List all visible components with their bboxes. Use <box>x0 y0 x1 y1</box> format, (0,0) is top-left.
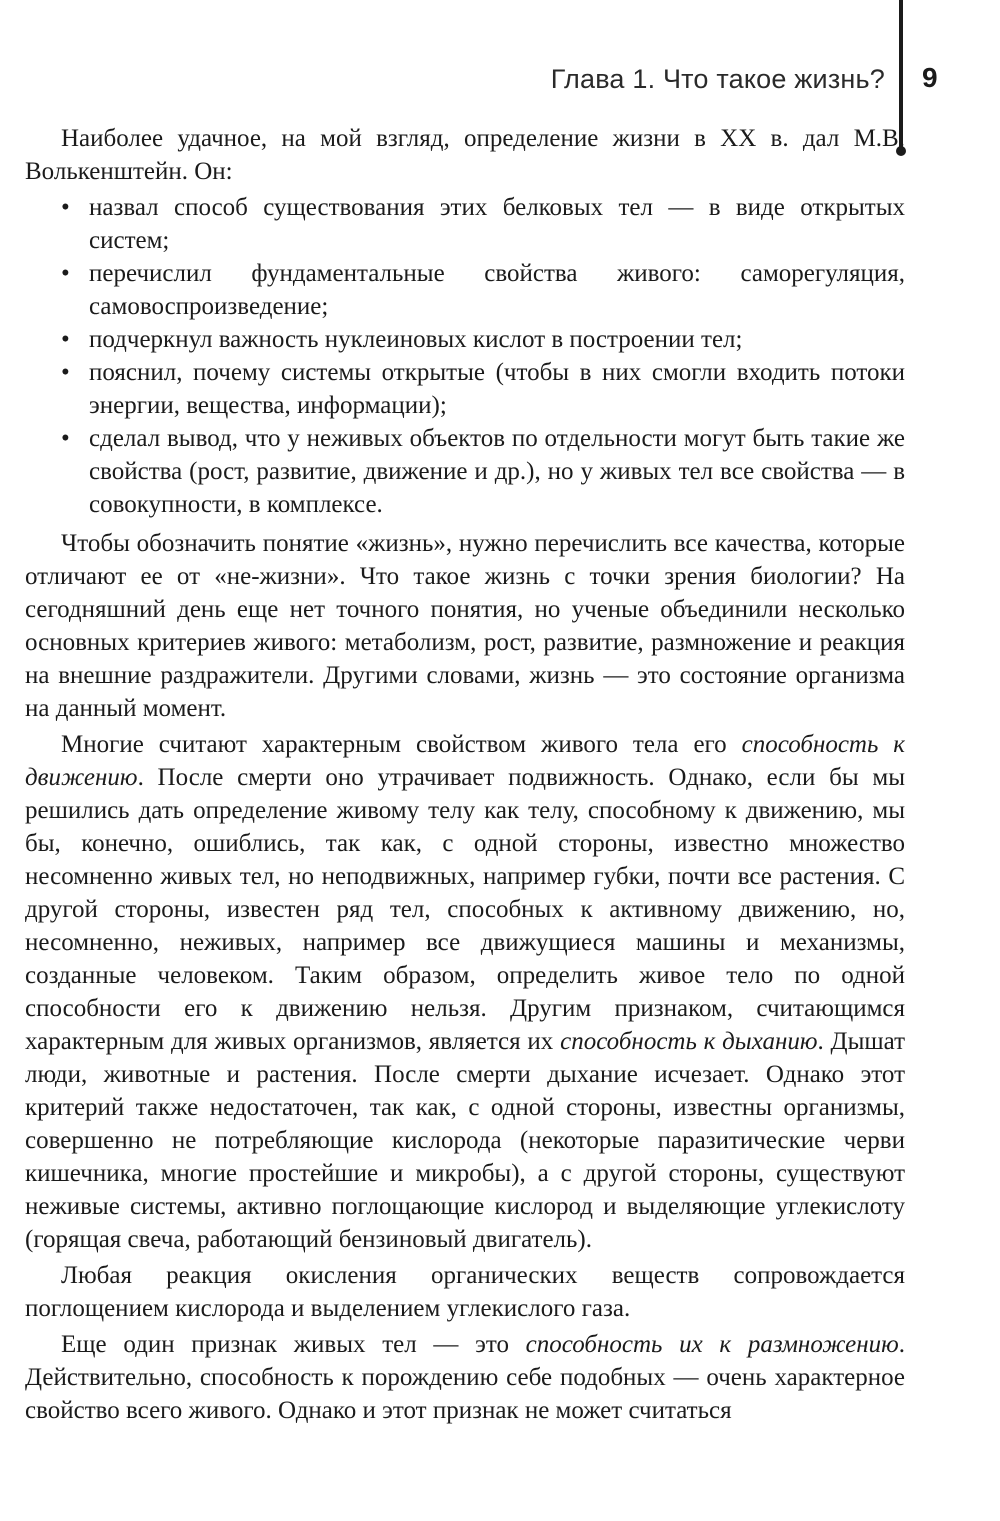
bullet-icon: • <box>61 425 70 452</box>
paragraph-movement-respiration <box>25 728 905 1256</box>
text-run: . Действительно, способность к порождению себе подобных — очень характерное свойство всего живого. Однако и этот признак не может считаться <box>25 1331 905 1424</box>
emphasis-text: способность к движению <box>25 731 906 791</box>
text-run: . Дышат люди, животные и растения. После смерти дыхание исчезает. Однако этот критерий также недостаточен, так как, с одной стороны, известны организмы, совершенно не потребляющие кислорода (некоторые паразитические черви кишечника, многие простейшие и микробы), а с другой стороны, существуют неживые системы, активно поглощающие кислород и выделяющие углекислоту (горящая свеча, работающий бензиновый двигатель). <box>25 1028 906 1253</box>
intro-paragraph: Наиболее удачное, на мой взгляд, определение жизни в XX в. дал М.В. Волькенштейн. Он: <box>25 125 905 185</box>
bullet-icon: • <box>61 194 70 221</box>
bullet-icon: • <box>61 260 70 287</box>
paragraph-life-definition: Чтобы обозначить понятие «жизнь», нужно перечислить все качества, которые отличают ее от «не-жизни». Что такое жизнь с точки зрения биологии? На сегодняшний день еще нет точного понятия, но ученые объединили несколько основных критериев живого: метаболизм, рост, развитие, размножение и реакция на внешние раздражители. Другими словами, жизнь — это состояние организма на данный момент. <box>25 530 905 722</box>
list-item <box>61 356 905 422</box>
chapter-title: Глава 1. Что такое жизнь? <box>550 64 885 94</box>
running-header <box>0 58 1000 108</box>
properties-list <box>25 191 905 521</box>
page-body <box>25 122 905 1430</box>
bullet-icon: • <box>61 326 70 353</box>
list-item <box>61 422 905 521</box>
bullet-icon: • <box>61 359 70 386</box>
list-item-text: пояснил, почему системы открытые (чтобы в них смогли входить потоки энергии, вещества, информации); <box>89 359 905 419</box>
list-item-text: подчеркнул важность нуклеиновых кислот в построении тел; <box>89 326 743 353</box>
list-item <box>61 191 905 257</box>
list-item-text: перечислил фундаментальные свойства живого: саморегуляция, самовоспроизведение; <box>89 260 905 320</box>
list-item-text: сделал вывод, что у неживых объектов по отдельности могут быть такие же свойства (рост, развитие, движение и др.), но у живых тел все свойства — в совокупности, в комплексе. <box>89 425 905 518</box>
list-item-text: назвал способ существования этих белковых тел — в виде открытых систем; <box>89 194 905 254</box>
paragraph-oxidation: Любая реакция окисления органических веществ сопровождается поглощением кислорода и выделением углекислого газа. <box>25 1262 905 1322</box>
text-run: . После смерти оно утрачивает подвижность. Однако, если бы мы решились дать определение живому телу как телу, способному к движению, мы бы, конечно, ошиблись, так как, с одной стороны, известно множество несомненно живых тел, но неподвижных, например губки, почти все растения. С другой стороны, известен ряд тел, способных к активному движению, но, несомненно, неживых, например все движущиеся машины и механизмы, созданные человеком. Таким образом, определить живое тело по одной способности его к движению нельзя. Другим признаком, считающимся характерным для живых организмов, является их <box>25 764 905 1055</box>
text-run: Многие считают характерным свойством живого тела его <box>61 731 742 758</box>
emphasis-text: способность их к размножению <box>525 1331 899 1358</box>
page-number: 9 <box>922 62 938 93</box>
list-item <box>61 323 905 356</box>
emphasis-text: способность к дыханию <box>560 1028 818 1055</box>
text-run: Еще один признак живых тел — это <box>61 1331 526 1358</box>
list-item <box>61 257 905 323</box>
paragraph-reproduction <box>25 1328 905 1427</box>
